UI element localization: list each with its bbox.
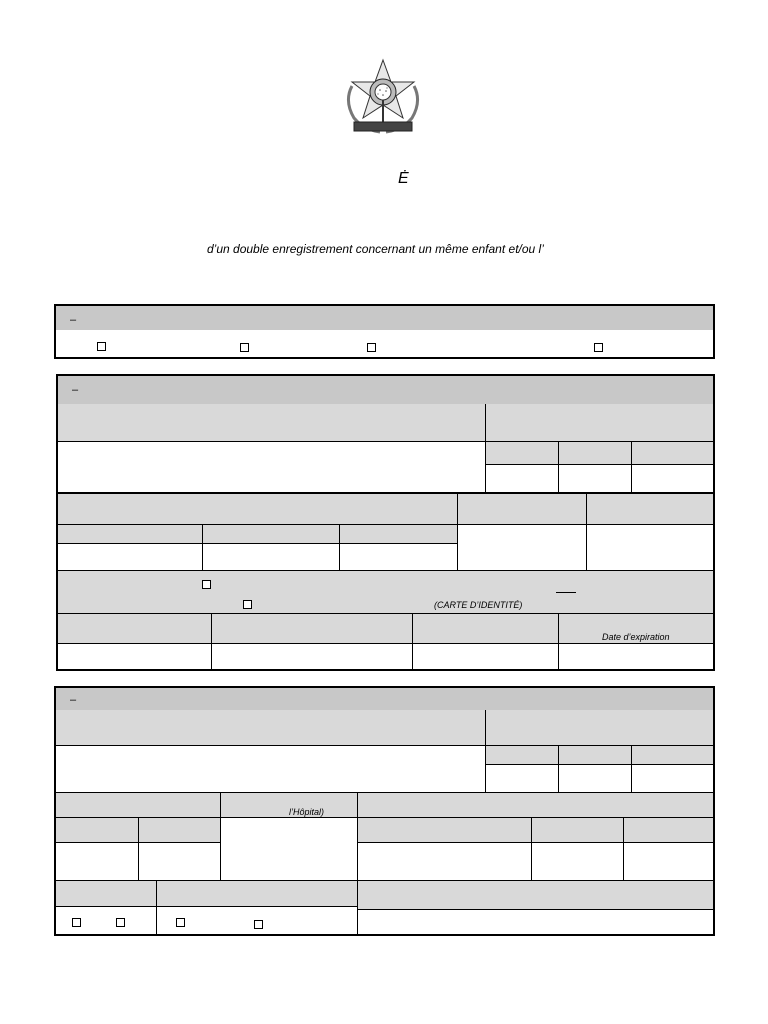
- section-3-header: [56, 688, 713, 711]
- field-label: [339, 524, 458, 544]
- section-2-dash: –: [72, 384, 79, 396]
- section-3-dash: –: [70, 694, 77, 706]
- section-1-header: [56, 306, 713, 330]
- field-label: [485, 404, 713, 442]
- section-1-dash: –: [70, 314, 77, 326]
- field-label: [58, 524, 203, 544]
- text-field[interactable]: [357, 842, 532, 881]
- text-field[interactable]: [58, 543, 203, 571]
- field-label: [586, 493, 713, 525]
- text-field[interactable]: [58, 643, 212, 669]
- checkbox[interactable]: [202, 580, 211, 589]
- text-field[interactable]: [558, 764, 632, 793]
- text-field[interactable]: [339, 543, 458, 571]
- field-label: [58, 613, 212, 644]
- text-field[interactable]: [220, 817, 358, 881]
- checkbox[interactable]: [240, 343, 249, 352]
- text-field[interactable]: [631, 464, 713, 493]
- text-field[interactable]: [56, 745, 486, 793]
- checkbox[interactable]: [97, 342, 106, 351]
- section-1-box: [54, 304, 715, 359]
- text-field[interactable]: [56, 842, 139, 881]
- text-field[interactable]: [485, 464, 559, 493]
- field-label: [558, 745, 632, 765]
- text-field[interactable]: [202, 543, 340, 571]
- section-2-header: [58, 376, 713, 405]
- text-field[interactable]: [412, 643, 559, 669]
- text-field[interactable]: [357, 909, 713, 934]
- text-field[interactable]: [531, 842, 624, 881]
- field-label: [211, 613, 413, 644]
- field-label: [631, 745, 713, 765]
- text-field[interactable]: [558, 643, 713, 669]
- field-label: [138, 817, 221, 843]
- id-document-row: [58, 570, 713, 614]
- document-subtitle: d’un double enregistrement concernant un même enfant et/ou l’: [207, 242, 544, 256]
- checkbox[interactable]: [176, 918, 185, 927]
- checkbox[interactable]: [594, 343, 603, 352]
- checkbox[interactable]: [243, 600, 252, 609]
- text-field[interactable]: [623, 842, 713, 881]
- field-label: [485, 710, 713, 746]
- field-label: [56, 880, 157, 907]
- field-label: [58, 493, 458, 525]
- checkbox[interactable]: [116, 918, 125, 927]
- text-field[interactable]: [586, 524, 713, 571]
- field-label: [56, 817, 139, 843]
- field-label: [357, 817, 532, 843]
- checkbox[interactable]: [254, 920, 263, 929]
- field-label: [156, 880, 358, 907]
- text-field[interactable]: [485, 764, 559, 793]
- field-label: [485, 745, 559, 765]
- field-label: [485, 441, 559, 465]
- text-field[interactable]: [631, 764, 713, 793]
- field-label: [412, 613, 559, 644]
- section-3-box: [54, 686, 715, 936]
- underline-mark: [556, 592, 576, 593]
- field-label: [623, 817, 713, 843]
- field-label: [357, 792, 713, 818]
- field-label: [531, 817, 624, 843]
- text-field[interactable]: [138, 842, 221, 881]
- carte-identite-label: (CARTE D’IDENTITÉ): [434, 600, 523, 610]
- field-label: [56, 792, 221, 818]
- date-expiration-label: Date d’expiration: [602, 632, 670, 642]
- field-label: [202, 524, 340, 544]
- checkbox[interactable]: [367, 343, 376, 352]
- text-field[interactable]: [457, 524, 587, 571]
- field-label: [58, 404, 486, 442]
- text-field[interactable]: [58, 441, 486, 493]
- document-title: Ė: [398, 170, 409, 187]
- field-label: [631, 441, 713, 465]
- checkbox[interactable]: [72, 918, 81, 927]
- text-field[interactable]: [211, 643, 413, 669]
- coat-of-arms-emblem: [340, 56, 426, 140]
- hopital-label: l’Hôpital): [289, 807, 325, 817]
- field-label: [558, 441, 632, 465]
- section-2-box: [56, 374, 715, 671]
- field-label: [357, 880, 713, 910]
- field-label: [56, 710, 486, 746]
- text-field[interactable]: [558, 464, 632, 493]
- field-label: [457, 493, 587, 525]
